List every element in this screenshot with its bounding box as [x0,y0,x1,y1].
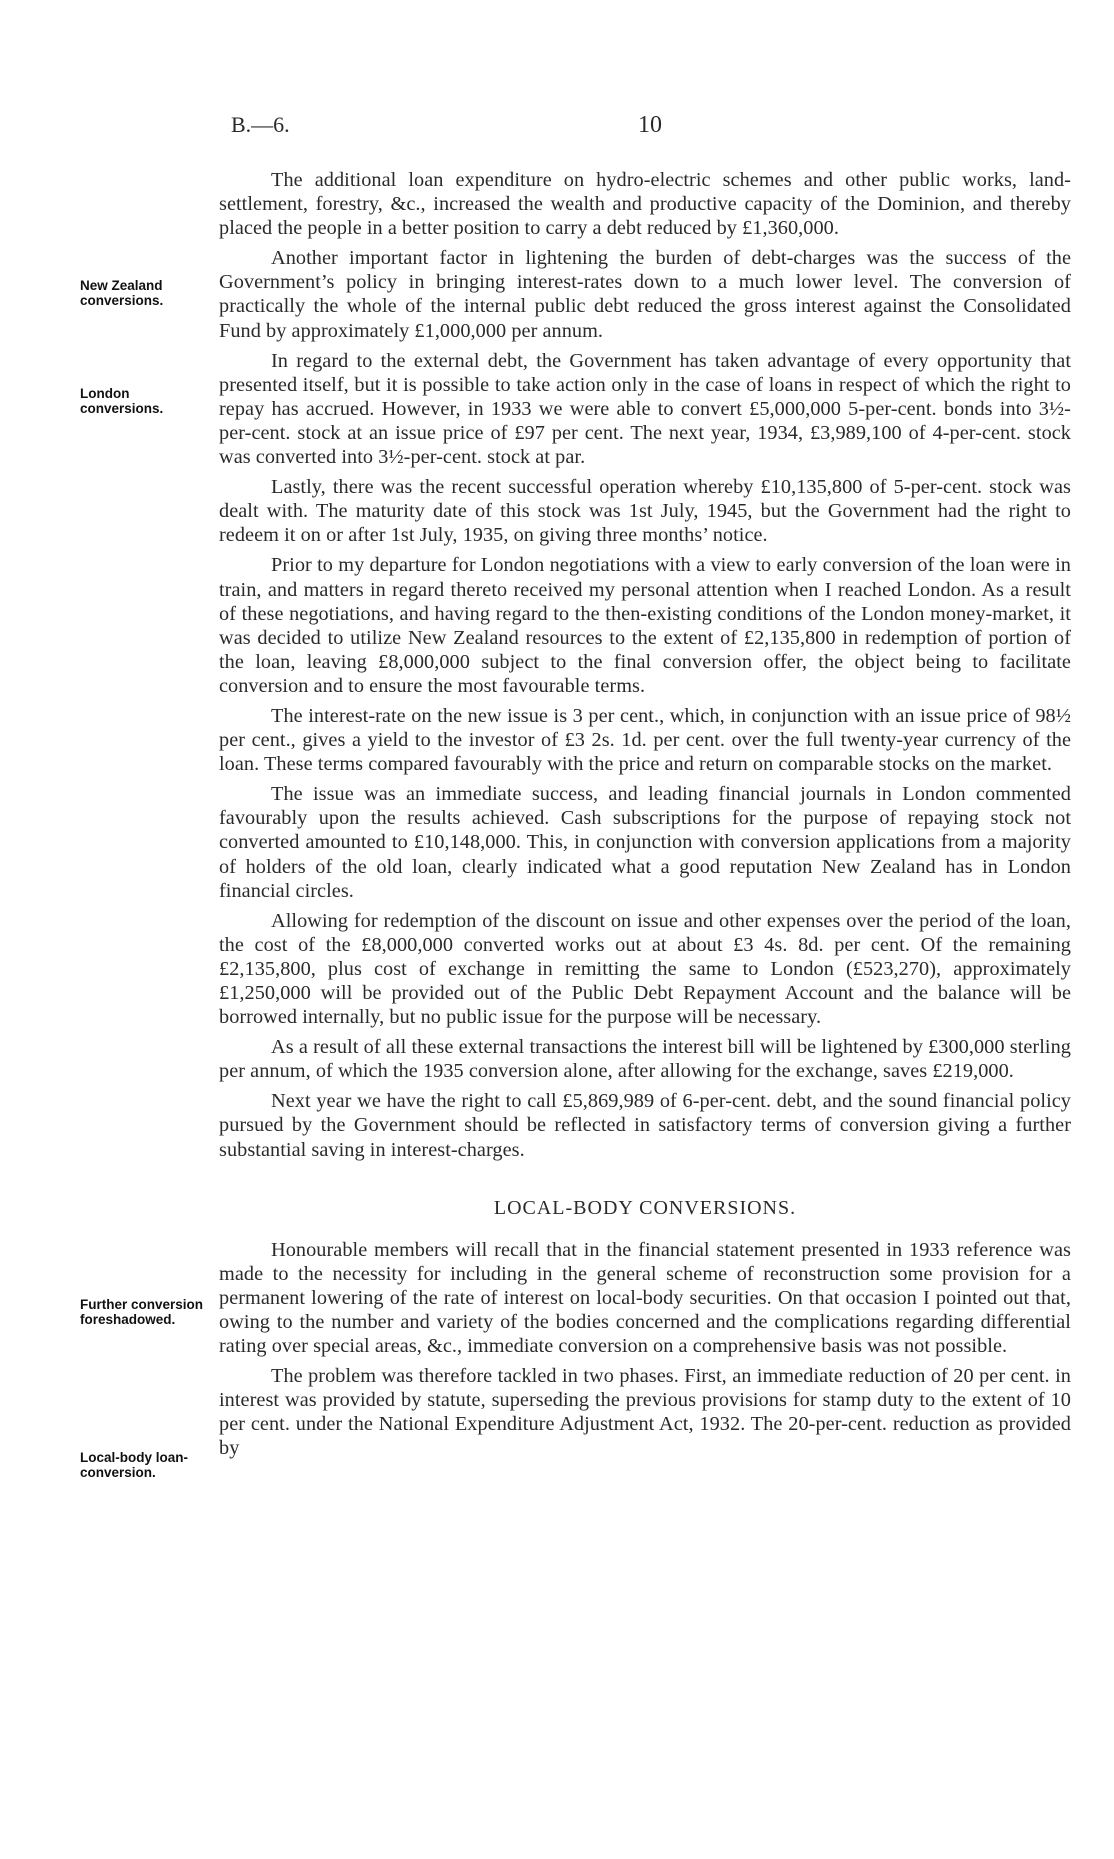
margin-note-new-zealand-conversions: New Zealand conversions. [80,278,164,308]
section-heading-local-body-conversions: LOCAL-BODY CONVERSIONS. [493,1196,797,1219]
page-number: 10 [638,112,662,138]
paragraph-new-issue-rate: The interest-rate on the new issue is 3 per cent., which, in conjunction with an issue price of 98½ per cent., gives a yield to the investor of £3 2s. 1d. per cent. over the full twenty-year currency of the loan. These terms compared favourably with the price and return on comparable stocks on the market. [219,704,1071,776]
margin-note-london-conversions: London conversions. [80,386,164,416]
paragraph-redemption-cost: Allowing for redemption of the discount on issue and other expenses over the period of the loan, the cost of the £8,000,000 converted works out at about £3 4s. 8d. per cent. Of the remaining £2,135,800, plus cost of exchange in remitting the same to London (£523,270), approximately £1,250,000 will be provided out of the Public Debt Repayment Account and the balance will be borrowed internally, but no public issue for the purpose will be necessary. [219,909,1071,1029]
paragraph-external-debt: In regard to the external debt, the Government has taken advantage of every opportunity that presented itself, but it is possible to take action only in the case of loans in respect of which the right to repay has accrued. However, in 1933 we were able to convert £5,000,000 5-per-cent. bonds into 3½-per-cent. stock at an issue price of £97 per cent. The next year, 1934, £3,989,100 of 4-per-cent. stock was converted into 3½-per-cent. stock at par. [219,349,1071,469]
paragraph-interest-rates: Another important factor in lightening the burden of debt-charges was the success of the Government’s policy in bringing interest-rates down to a much lower level. The conversion of practically the whole of the internal public debt reduced the gross interest against the Consolidated Fund by approximately £1,000,000 per annum. [219,247,1071,342]
paragraph-two-phases: The problem was therefore tackled in two phases. First, an immediate reduction of 20 per cent. in interest was provided by statute, superseding the previous provisions for stamp duty to the extent of 10 per cent. under the National Expenditure Adjustment Act, 1932. The 20-per-cent. reduction as provided by [219,1365,1071,1460]
paragraph-recent-operation: Lastly, there was the recent successful operation whereby £10,135,800 of 5-per-cent. stock was dealt with. The maturity date of this stock was 1st July, 1945, but the Government had the right to redeem it on or after 1st July, 1935, on giving three months’ notice. [219,476,1071,547]
document-reference: B.—6. [231,112,290,137]
paragraph-loan-expenditure: The additional loan expenditure on hydro-electric schemes and other public works, land-settlement, forestry, &c., increased the wealth and productive capacity of the Dominion, and thereby placed the people in a better position to carry a debt reduced by £1,360,000. [219,169,1071,240]
body-text-column [219,168,1071,1467]
margin-note-further-conversion: Further conversion foreshadowed. [80,1297,204,1327]
paragraph-interest-bill: As a result of all these external transactions the interest bill will be lightened by £300,000 sterling per annum, of which the 1935 conversion alone, after allowing for the exchange, saves £219,000. [219,1036,1071,1083]
paragraph-next-year: Next year we have the right to call £5,869,989 of 6-per-cent. debt, and the sound financial policy pursued by the Government should be reflected in satisfactory terms of conversion giving a further substantial saving in interest-charges. [219,1090,1071,1161]
margin-note-local-body-loan-conversion: Local-body loan-conversion. [80,1450,188,1480]
paragraph-issue-success: The issue was an immediate success, and leading financial journals in London commented favourably upon the results achieved. Cash subscriptions for the purpose of repaying stock not converted amounted to £10,148,000. This, in conjunction with conversion applications from a majority of holders of the old loan, clearly indicated what a good reputation New Zealand has in London financial circles. [219,783,1071,902]
paragraph-financial-statement-1933: Honourable members will recall that in the financial statement presented in 1933 reference was made to the necessity for including in the general scheme of reconstruction some provision for a permanent lowering of the rate of interest on local-body securities. On that occasion I pointed out that, owing to the number and variety of the bodies concerned and the complications regarding differential rating over special areas, &c., immediate conversion on a comprehensive basis was not possible. [219,1238,1071,1358]
paragraph-london-negotiations: Prior to my departure for London negotiations with a view to early conversion of the loan were in train, and matters in regard thereto received my personal attention when I reached London. As a result of these negotiations, and having regard to the then-existing conditions of the London money-market, it was decided to utilize New Zealand resources to the extent of £2,135,800 in redemption of portion of the loan, leaving £8,000,000 subject to the final conversion offer, the object being to facilitate conversion and to ensure the most favourable terms. [219,554,1071,697]
